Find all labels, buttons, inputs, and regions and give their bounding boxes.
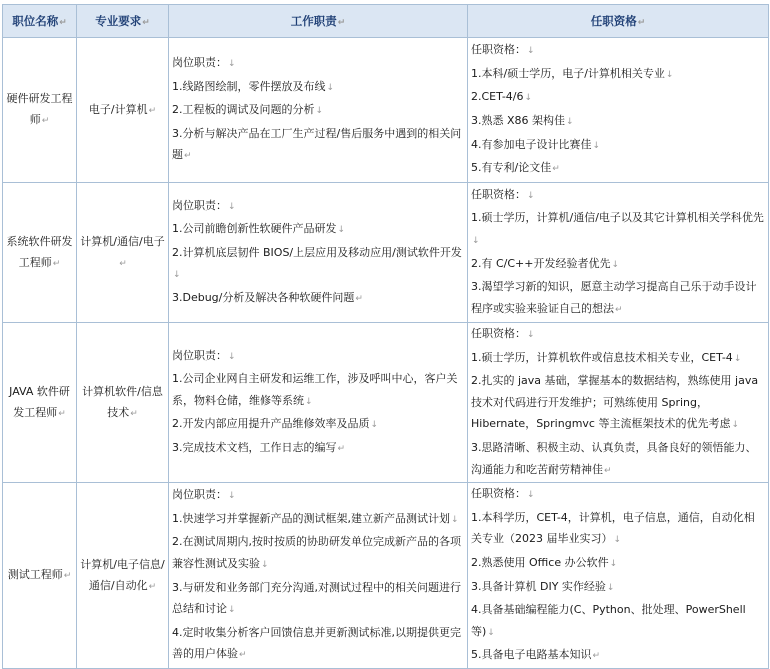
table-row [3, 183, 769, 323]
duties-cell [169, 38, 468, 183]
requirement-line: 4.有参加电子设计比赛佳↓ [471, 137, 601, 151]
requirement-line: 1.硕士学历，计算机软件或信息技术相关专业，CET-4↓ [471, 350, 742, 364]
duty-line: 岗位职责：↓ [172, 198, 236, 212]
requirements-cell [468, 183, 769, 323]
requirement-line: 5.具备电子电路基本知识↵ [471, 648, 601, 662]
duty-line: 3.分析与解决产品在工厂生产过程/售后服务中遇到的相关问题↵ [172, 126, 462, 162]
duty-line: 岗位职责：↓ [172, 488, 236, 502]
duty-line: 2.开发内部应用提升产品维修效率及品质↓ [172, 417, 379, 431]
header-duties: 工作职责↵ [169, 5, 468, 38]
requirement-line: 3.具备计算机 DIY 实作经验↓ [471, 579, 615, 593]
duty-line: 4.定时收集分析客户回馈信息并更新测试标准,以期提供更完善的用户体验↵ [172, 625, 461, 661]
header-position: 职位名称↵ [3, 5, 77, 38]
requirement-line: 5.有专利/论文佳↵ [471, 161, 560, 175]
table-header-row [3, 5, 769, 38]
duty-line: 1.公司企业网自主研发和运维工作，涉及呼叫中心，客户关系，物料仓储，维修等系统↓ [172, 372, 458, 407]
duty-line: 3.Debug/分析及解决各种软硬件问题↵ [172, 290, 363, 304]
requirement-line: 2.有 C/C++开发经验者优先↓ [471, 256, 620, 270]
duty-line: 1.线路图绘制，零件摆放及布线↓ [172, 79, 335, 93]
duties-cell [169, 323, 468, 483]
duty-line: 3.与研发和业务部门充分沟通,对测试过程中的相关问题进行总结和讨论↓ [172, 580, 461, 616]
duties-cell [169, 483, 468, 669]
duty-line: 岗位职责：↓ [172, 56, 236, 70]
requirement-line: 任职资格：↓ [471, 187, 535, 201]
requirement-line: 4.具备基础编程能力(C、Python、批处理、PowerShell 等)↓ [471, 603, 746, 638]
duty-line: 岗位职责：↓ [172, 348, 236, 362]
duty-line: 1.公司前瞻创新性软硬件产品研发↓ [172, 222, 346, 236]
requirement-line: 任职资格：↓ [471, 43, 535, 57]
duty-line: 2.计算机底层韧件 BIOS/上层应用及移动应用/测试软件开发↓ [172, 245, 462, 281]
table-row [3, 38, 769, 183]
requirements-cell [468, 323, 769, 483]
requirement-line: 2.熟悉使用 Office 办公软件↓ [471, 555, 618, 569]
major-cell: 计算机软件/信息技术↵ [77, 323, 169, 483]
requirement-line: 1.硕士学历，计算机/通信/电子以及其它计算机相关学科优先↓ [471, 211, 764, 246]
major-cell: 电子/计算机↵ [77, 38, 169, 183]
major-cell: 计算机/电子信息/通信/自动化↵ [77, 483, 169, 669]
requirement-line: 任职资格：↓ [471, 487, 535, 501]
position-name-cell: 测试工程师↵ [3, 483, 77, 669]
requirement-line: 2.CET-4/6↓ [471, 90, 533, 104]
duty-line: 2.工程板的调试及问题的分析↓ [172, 103, 324, 117]
table-row [3, 483, 769, 669]
requirements-cell [468, 483, 769, 669]
duty-line: 2.在测试周期内,按时按质的协助研发单位完成新产品的各项兼容性测试及实验↓ [172, 535, 461, 570]
requirement-line: 3.熟悉 X86 架构佳↓ [471, 114, 574, 127]
position-name-cell: 硬件研发工程师↵ [3, 38, 77, 183]
header-major: 专业要求↵ [77, 5, 169, 38]
requirements-cell [468, 38, 769, 183]
requirement-line: 2.扎实的 java 基础，掌握基本的数据结构，熟练使用 java 技术对代码进行开发维护；可熟练使用 Spring，Hibernate，Springmvc 等主流框架技术的优先考虑↓ [471, 374, 759, 431]
requirement-line: 3.思路清晰、积极主动、认真负责，具备良好的领悟能力、沟通能力和吃苦耐劳精神佳↵ [471, 440, 757, 476]
major-cell: 计算机/通信/电子↵ [77, 183, 169, 323]
header-requirements: 任职资格↵ [468, 5, 769, 38]
requirement-line: 3.渴望学习新的知识，愿意主动学习提高自己乐于动手设计程序或实验来验证自己的想法↵ [471, 280, 757, 315]
job-requirements-table [2, 4, 769, 669]
duty-line: 1.快速学习并掌握新产品的测试框架,建立新产品测试计划↓ [172, 511, 459, 525]
position-name-cell: 系统软件研发工程师↵ [3, 183, 77, 323]
position-name-cell: JAVA 软件研发工程师↵ [3, 323, 77, 483]
requirement-line: 任职资格：↓ [471, 327, 535, 340]
duty-line: 3.完成技术文档，工作日志的编写↵ [172, 440, 346, 454]
table-row [3, 323, 769, 483]
duties-cell [169, 183, 468, 323]
requirement-line: 1.本科/硕士学历，电子/计算机相关专业↓ [471, 66, 674, 80]
requirement-line: 1.本科学历，CET-4，计算机，电子信息，通信，自动化相关专业（2023 届毕业实习）↓ [471, 510, 755, 546]
